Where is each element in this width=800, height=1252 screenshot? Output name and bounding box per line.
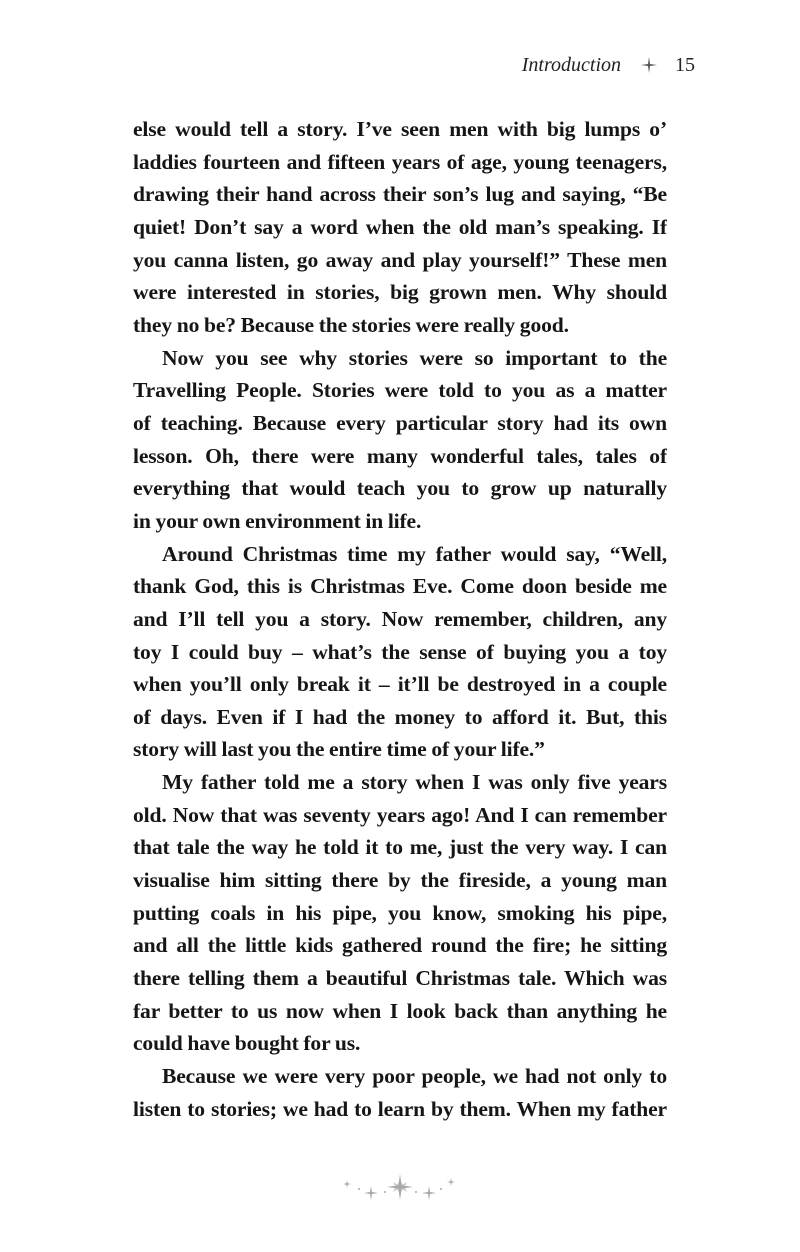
text-line: and all the little kids gathered round the fire; he sitting <box>133 933 667 958</box>
page-number: 15 <box>675 53 695 76</box>
text-line: were interested in stories, big grown men. Why should <box>133 280 667 305</box>
text-line: could have bought for us. <box>133 1031 361 1056</box>
text-line: of days. Even if I had the money to afford it. But, this <box>133 704 667 729</box>
text-line: far better to us now when I look back than anything he <box>133 998 667 1023</box>
text-line: of teaching. Because every particular story had its own <box>133 410 667 435</box>
text-line: there telling them a beautiful Christmas tale. Which was <box>133 966 667 991</box>
body-text <box>133 113 667 1125</box>
text-line: My father told me a story when I was only five years <box>162 770 667 795</box>
text-line: everything that would teach you to grow up naturally <box>133 476 667 501</box>
text-line: laddies fourteen and fifteen years of age, young teenagers, <box>133 149 667 174</box>
paragraph <box>133 113 667 342</box>
sparkle-ornament-icon <box>335 1172 465 1206</box>
text-line: that tale the way he told it to me, just the very way. I can <box>133 835 667 860</box>
text-line: story will last you the entire time of your life.” <box>133 737 545 762</box>
text-line: else would tell a story. I’ve seen men with big lumps o’ <box>133 117 667 141</box>
paragraph <box>133 1060 667 1125</box>
text-line: and I’ll tell you a story. Now remember, children, any <box>133 606 667 631</box>
paragraph <box>133 538 667 767</box>
text-line: listen to stories; we had to learn by them. When my father <box>133 1096 667 1121</box>
paragraph <box>133 766 667 1060</box>
text-line: old. Now that was seventy years ago! And I can remember <box>133 802 667 827</box>
text-line: visualise him sitting there by the fireside, a young man <box>133 868 667 893</box>
text-line: Because we were very poor people, we had not only to <box>162 1064 667 1089</box>
paragraph <box>133 342 667 538</box>
text-line: toy I could buy – what’s the sense of buying you a toy <box>133 639 667 664</box>
text-line: lesson. Oh, there were many wonderful tales, tales of <box>133 443 667 468</box>
text-line: drawing their hand across their son’s lug and saying, “Be <box>133 182 667 207</box>
text-line: Travelling People. Stories were told to you as a matter <box>133 378 667 403</box>
text-line: putting coals in his pipe, you know, smoking his pipe, <box>133 900 667 925</box>
running-head <box>522 50 695 80</box>
text-line: they no be? Because the stories were really good. <box>133 312 569 337</box>
text-line: in your own environment in life. <box>133 508 422 533</box>
text-line: Now you see why stories were so important to the <box>162 345 667 370</box>
text-line: quiet! Don’t say a word when the old man’s speaking. If <box>133 214 667 239</box>
text-line: Around Christmas time my father would say, “Well, <box>162 541 667 566</box>
text-line: thank God, this is Christmas Eve. Come doon beside me <box>133 574 667 599</box>
text-line: you canna listen, go away and play yourself!” These men <box>133 247 667 272</box>
section-title: Introduction <box>521 53 621 76</box>
star-icon <box>641 57 657 73</box>
text-line: when you’ll only break it – it’ll be destroyed in a couple <box>133 672 667 697</box>
